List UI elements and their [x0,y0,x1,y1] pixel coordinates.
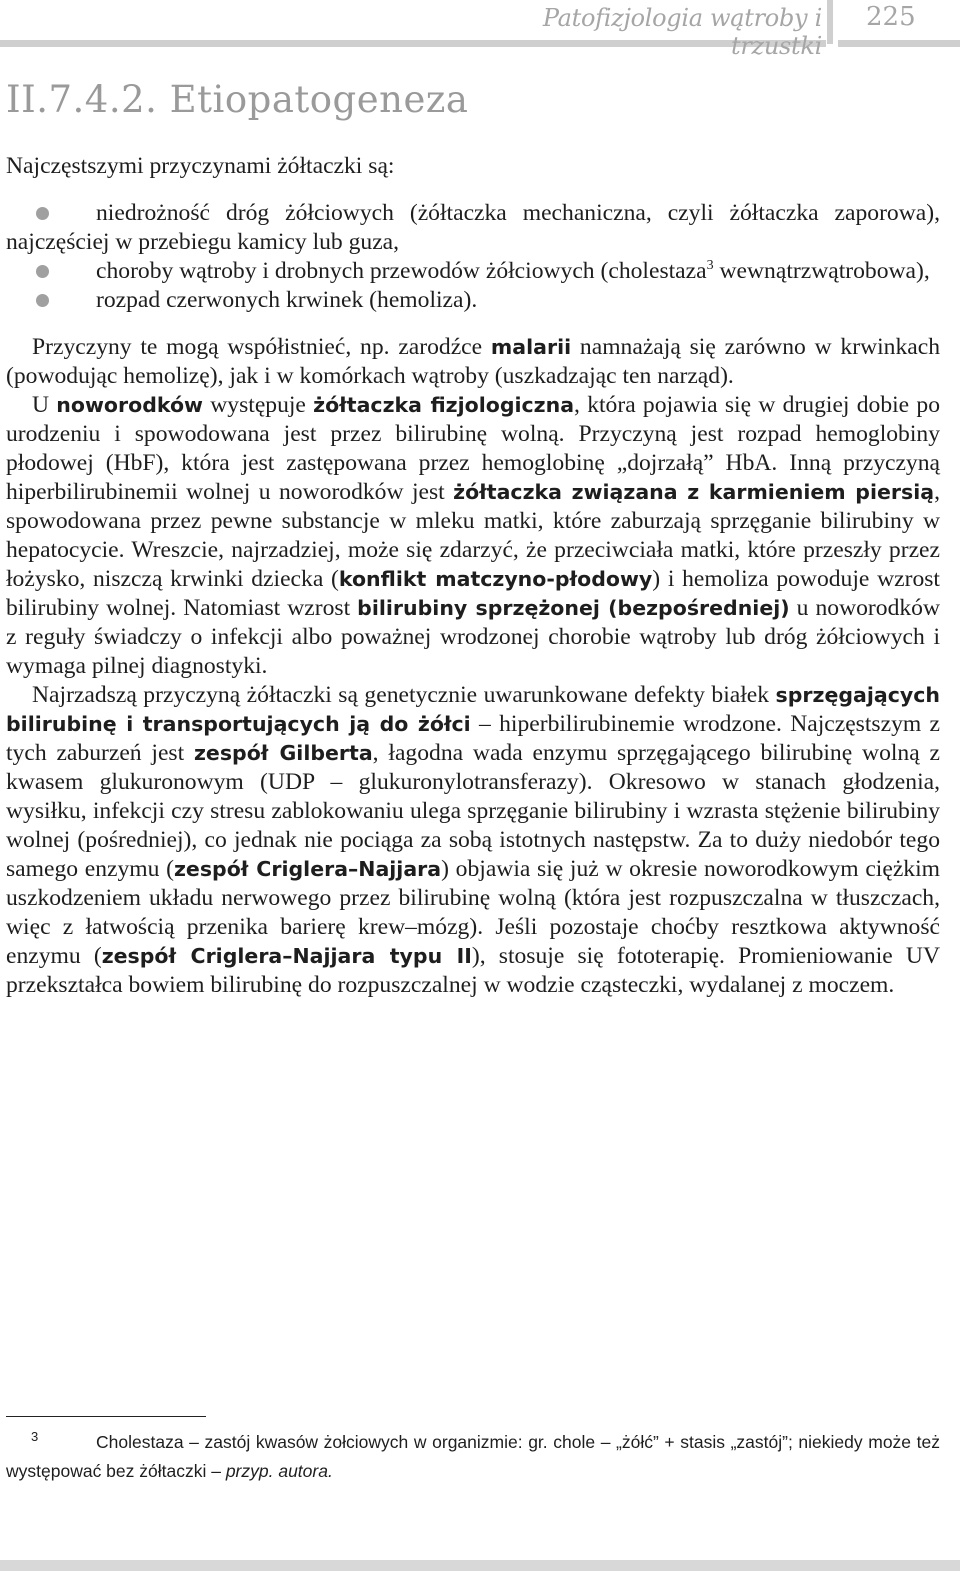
term-newborns: noworodków [56,393,203,417]
list-item: rozpad czerwonych krwinek (hemoliza). [6,286,940,315]
paragraph-genetic: Najrzadszą przyczyną żółtaczki są genetycznie uwarunkowane defekty białek sprzęgających bilirubinę i transportujących ją do żółci – hiperbilirubinemie wrodzone. Najczęstszym z tych zaburzeń jest zespół Gilberta, łagodna wada enzymu sprzęgającego bilirubinę wolną z kwasem glukuronowym (UDP – glukuronylotransferazy). Okresowo w stanach głodzenia, wysiłku, infekcji czy stresu zablokowaniu ulega sprzęganie bilirubiny i wzrasta stężenie bilirubiny wolnej (pośredniej), co jednak nie pociąga za sobą istotnych następstw. Za to duży niedobór tego samego enzymu (zespół Criglera–Najjara) objawia się już w okresie noworodkowym ciężkim uszkodzeniem układu nerwowego przez bilirubinę wolną (która jest rozpuszczalna w tłuszczach, więc z łatwością przenika barierę krew–mózg). Jeśli pozostaje choćby resztkowa aktywność enzymu (zespół Criglera–Najjara typu II), stosuje się fototerapię. Promieniowanie UV przekształca bowiem bilirubinę do rozpuszczalnej w wodzie cząsteczki, wydalanej z moczem. [6,682,940,998]
term-maternal-fetal-conflict: konflikt matczyno-płodowy [338,567,653,591]
term-malaria: malarii [490,335,572,359]
header-rule-right [838,40,960,47]
term-conjugated-bilirubin: bilirubiny sprzężonej (bezpośredniej) [357,596,790,620]
bullet-icon [36,265,49,278]
term-crigler-najjar: zespół Criglera–Najjara [173,857,442,881]
bullet-icon [36,294,49,307]
section-heading: II.7.4.2. Etiopatogeneza [6,78,469,121]
paragraph-newborns: U noworodków występuje żółtaczka fizjologiczna, która pojawia się w drugiej dobie po urodzeniu i spowodowana jest przez bilirubinę wolną. Przyczyną jest rozpad hemoglobiny płodowej (HbF), która jest zastępowana przez hemoglobinę „dojrzałą” HbA. Inną przyczyną hiperbilirubinemii wolnej u noworodków jest żółtaczka związana z karmieniem piersią, spowodowana przez pewne substancje w mleku matki, które zaburzają sprzęganie bilirubiny w hepatocycie. Wreszcie, najrzadziej, może się zdarzyć, że przeciwciała matki, które przeszły przez łożysko, niszczą krwinki dziecka (konflikt matczyno-płodowy) i hemoliza powoduje wzrost bilirubiny wolnej. Natomiast wzrost bilirubiny sprzężonej (bezpośredniej) u noworodków z reguły świadczy o infekcji albo poważnej wrodzonej chorobie wątroby lub dróg żółciowych i wymaga pilnej diagnostyki. [6,392,941,679]
list-item: niedrożność dróg żółciowych (żółtaczka mechaniczna, czyli żółtaczka zaporowa), najczęściej w przebiegu kamicy lub guza, [6,200,940,255]
term-gilbert-syndrome: zespół Gilberta [194,741,373,765]
term-physiological-jaundice: żółtaczka fizjologiczna [313,393,575,417]
footnote: 3 Cholestaza – zastój kwasów żołciowych w organizmie: gr. chole – „żółć” + stasis „zastój”; niekiedy może też występować bez żółtaczki – przyp. autora. [6,1429,940,1481]
header-separator [827,0,833,44]
intro-paragraph: Najczęstszymi przyczynami żółtaczki są: [6,153,395,179]
paragraph-coexist: Przyczyny te mogą współistnieć, np. zarodźce malarii namnażają się zarówno w krwinkach (powodując hemolizę), jak i w komórkach wątroby (uszkadzając ten narząd). [6,334,940,389]
body-text [6,152,940,1000]
footnote-ref[interactable]: 3 [706,258,714,274]
term-breastfeeding-jaundice: żółtaczka związana z karmieniem piersią [453,480,935,504]
footnote-rule [6,1416,206,1417]
running-head: Patofizjologia wątroby i trzustki [542,4,822,60]
footnote-attribution: przyp. autora. [225,1461,333,1481]
term-crigler-najjar-type-2: zespół Criglera–Najjara typu II [101,944,472,968]
footer-rule [0,1560,960,1571]
list-item: choroby wątroby i drobnych przewodów żółciowych (cholestaza$^3$ wewnątrzwątrobowa), [6,257,940,286]
term-conjugating-proteins: sprzęgających bilirubinę i transportujących ją do żółci [6,683,940,736]
page-number: 225 [866,2,916,32]
cause-list [6,199,940,315]
bullet-icon [36,207,49,220]
